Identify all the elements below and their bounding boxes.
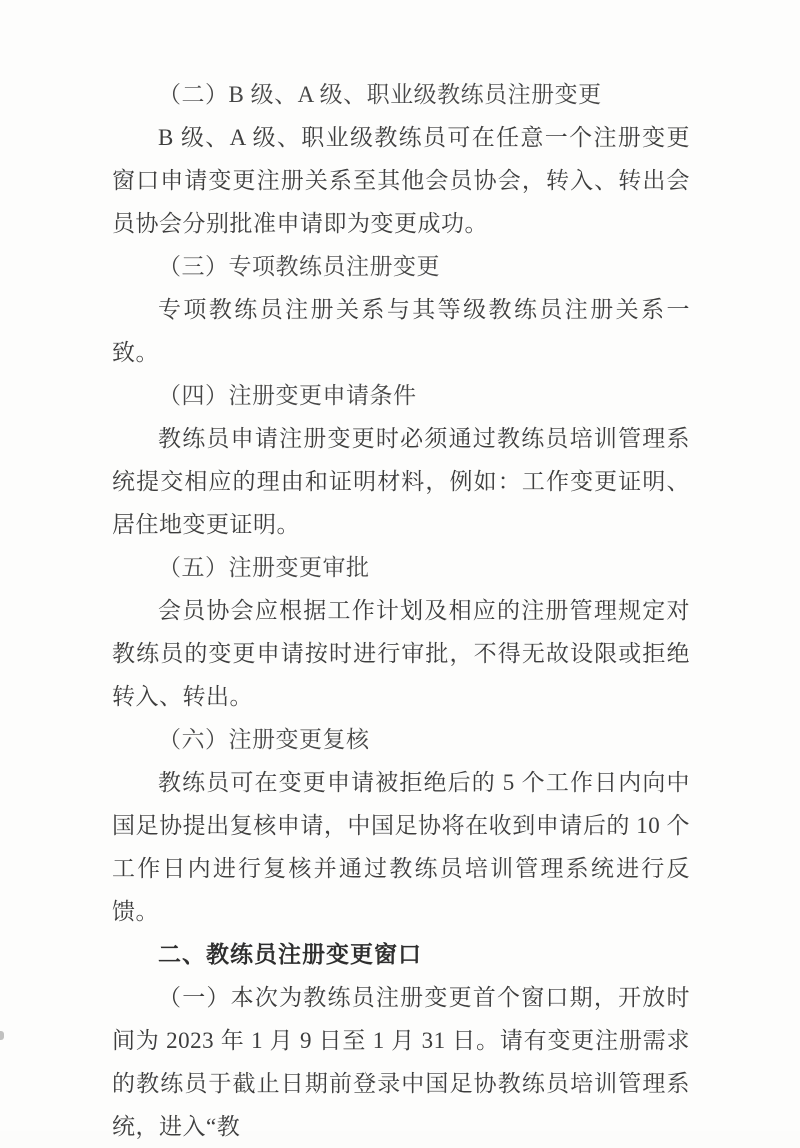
section-heading-4: （四）注册变更申请条件 [158, 383, 417, 408]
paragraph-section-6: 教练员可在变更申请被拒绝后的 5 个工作日内向中国足协提出复核申请，中国足协将在收到申请后的 10 个工作日内进行复核并通过教练员培训管理系统进行反馈。 [112, 770, 690, 924]
paragraph-section-2: B 级、A 级、职业级教练员可在任意一个注册变更窗口申请变更注册关系至其他会员协会，转入、转出会员协会分别批准申请即为变更成功。 [112, 125, 690, 236]
section-heading-5: （五）注册变更审批 [158, 555, 370, 580]
section-heading-2: （二）B 级、A 级、职业级教练员注册变更 [158, 82, 602, 107]
paragraph-section-3: 专项教练员注册关系与其等级教练员注册关系一致。 [112, 297, 690, 365]
scan-artifact [0, 1031, 4, 1040]
chapter-heading-2: 二、教练员注册变更窗口 [158, 941, 422, 967]
document-content [112, 73, 690, 1148]
section-heading-3: （三）专项教练员注册变更 [158, 254, 440, 279]
paragraph-section-4: 教练员申请注册变更时必须通过教练员培训管理系统提交相应的理由和证明材料，例如：工作变更证明、居住地变更证明。 [112, 426, 690, 537]
paragraph-section-5: 会员协会应根据工作计划及相应的注册管理规定对教练员的变更申请按时进行审批，不得无故设限或拒绝转入、转出。 [112, 598, 690, 709]
paragraph-chapter-2-item-1: （一）本次为教练员注册变更首个窗口期，开放时间为 2023 年 1 月 9 日至 1 月 31 日。请有变更注册需求的教练员于截止日期前登录中国足协教练员培训管理系统，进入“教 [112, 985, 690, 1139]
section-heading-6: （六）注册变更复核 [158, 727, 370, 752]
